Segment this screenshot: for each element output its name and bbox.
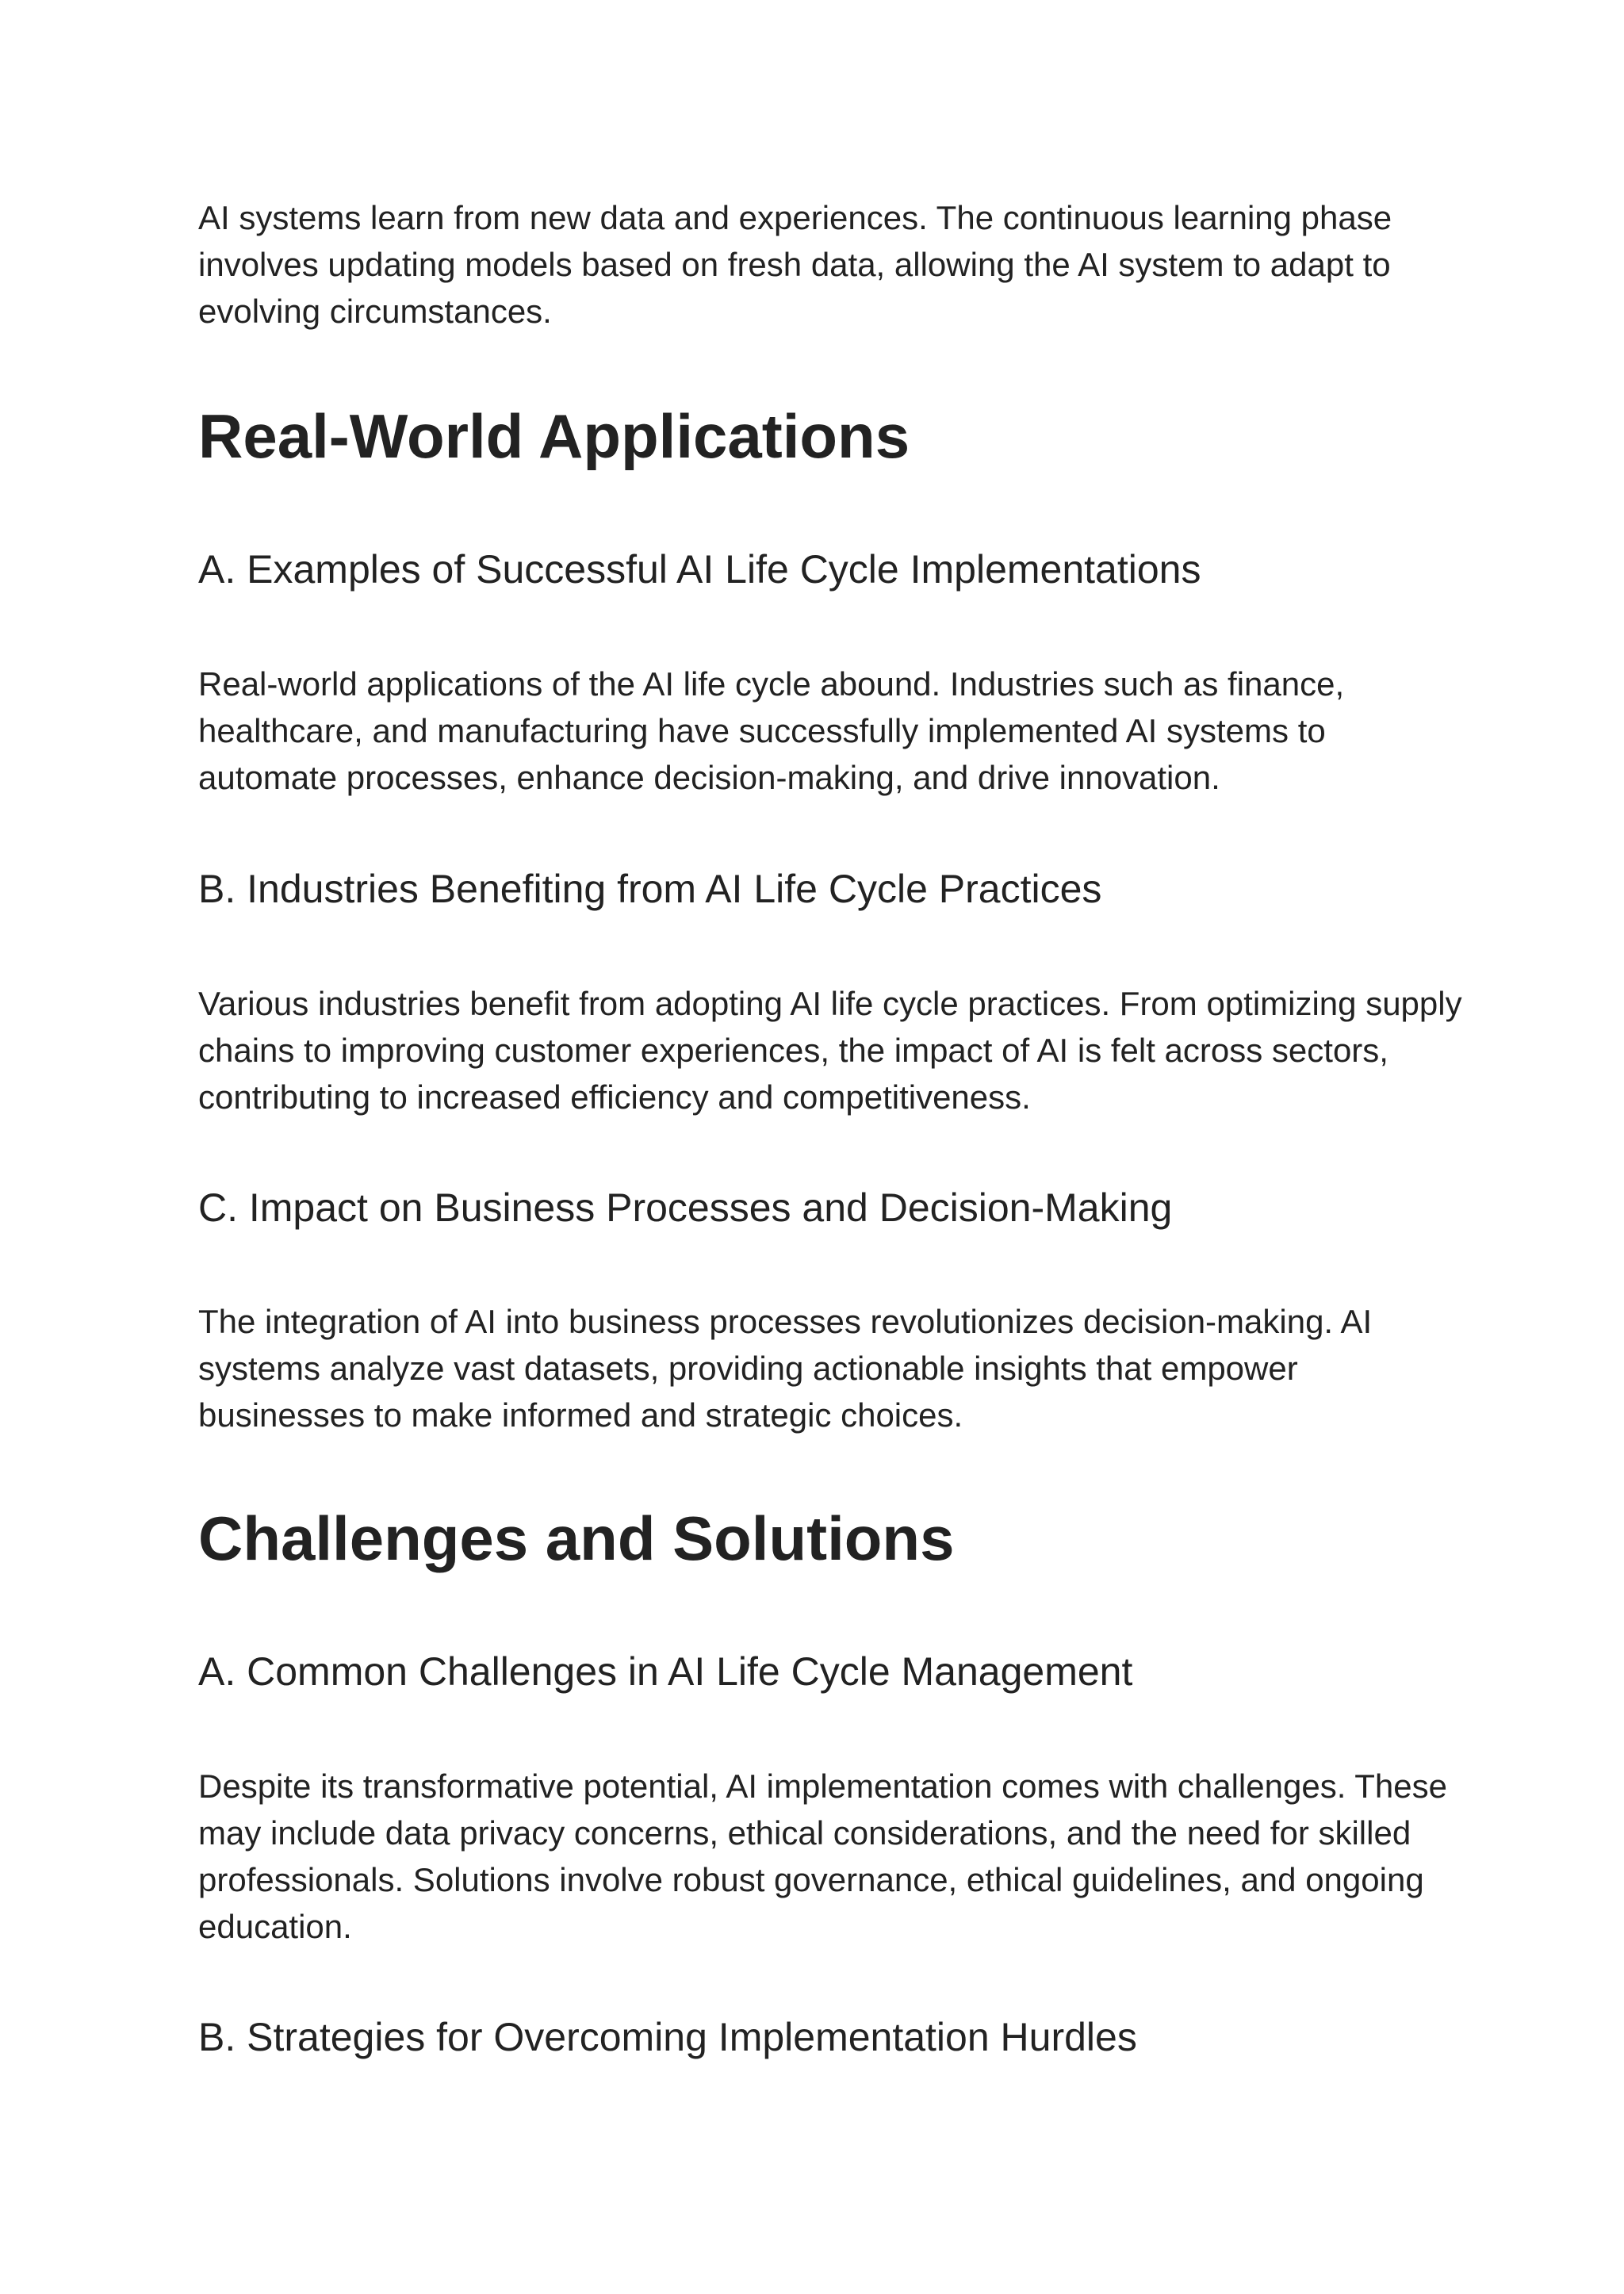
intro-paragraph: AI systems learn from new data and experiences. The continuous learning phase involves updating models based on fresh data, allowing the AI system to adapt to evolving circumstances.	[198, 199, 1392, 330]
subsection-heading: A. Common Challenges in AI Life Cycle Management	[198, 1649, 1133, 1694]
subsection-heading-common-challenges	[198, 1648, 1467, 1695]
subsection-heading-industries	[198, 865, 1467, 913]
paragraph-common-challenges	[198, 1763, 1467, 1950]
intro-paragraph-block	[198, 194, 1467, 335]
subsection-heading: C. Impact on Business Processes and Decision-Making	[198, 1185, 1173, 1230]
paragraph-examples	[198, 661, 1467, 801]
section-title-real-world	[198, 400, 1467, 472]
paragraph: Despite its transformative potential, AI implementation comes with challenges. These may include data privacy concerns, ethical considerations, and the need for skilled professionals. Solutions involve robust governance, ethical guidelines, and ongoing education.	[198, 1767, 1447, 1945]
paragraph: Real-world applications of the AI life cycle abound. Industries such as finance, healthcare, and manufacturing have successfully implemented AI systems to automate processes, enhance decision-making, and drive innovation.	[198, 665, 1345, 796]
paragraph: Various industries benefit from adopting AI life cycle practices. From optimizing supply chains to improving customer experiences, the impact of AI is felt across sectors, contributing to increased efficiency and competitiveness.	[198, 985, 1462, 1116]
paragraph-industries	[198, 980, 1467, 1120]
section-heading: Real-World Applications	[198, 401, 910, 471]
subsection-heading: B. Strategies for Overcoming Implementation Hurdles	[198, 2015, 1137, 2059]
section-heading: Challenges and Solutions	[198, 1503, 955, 1573]
section-title-challenges	[198, 1503, 1467, 1574]
subsection-heading-strategies	[198, 2013, 1467, 2061]
subsection-heading: A. Examples of Successful AI Life Cycle Implementations	[198, 547, 1201, 592]
subsection-heading: B. Industries Benefiting from AI Life Cycle Practices	[198, 867, 1102, 911]
subsection-heading-impact	[198, 1184, 1467, 1231]
subsection-heading-examples	[198, 546, 1467, 593]
paragraph: The integration of AI into business processes revolutionizes decision-making. AI systems analyze vast datasets, providing actionable insights that empower businesses to make informed and strategic choices.	[198, 1303, 1373, 1434]
paragraph-impact	[198, 1298, 1467, 1438]
